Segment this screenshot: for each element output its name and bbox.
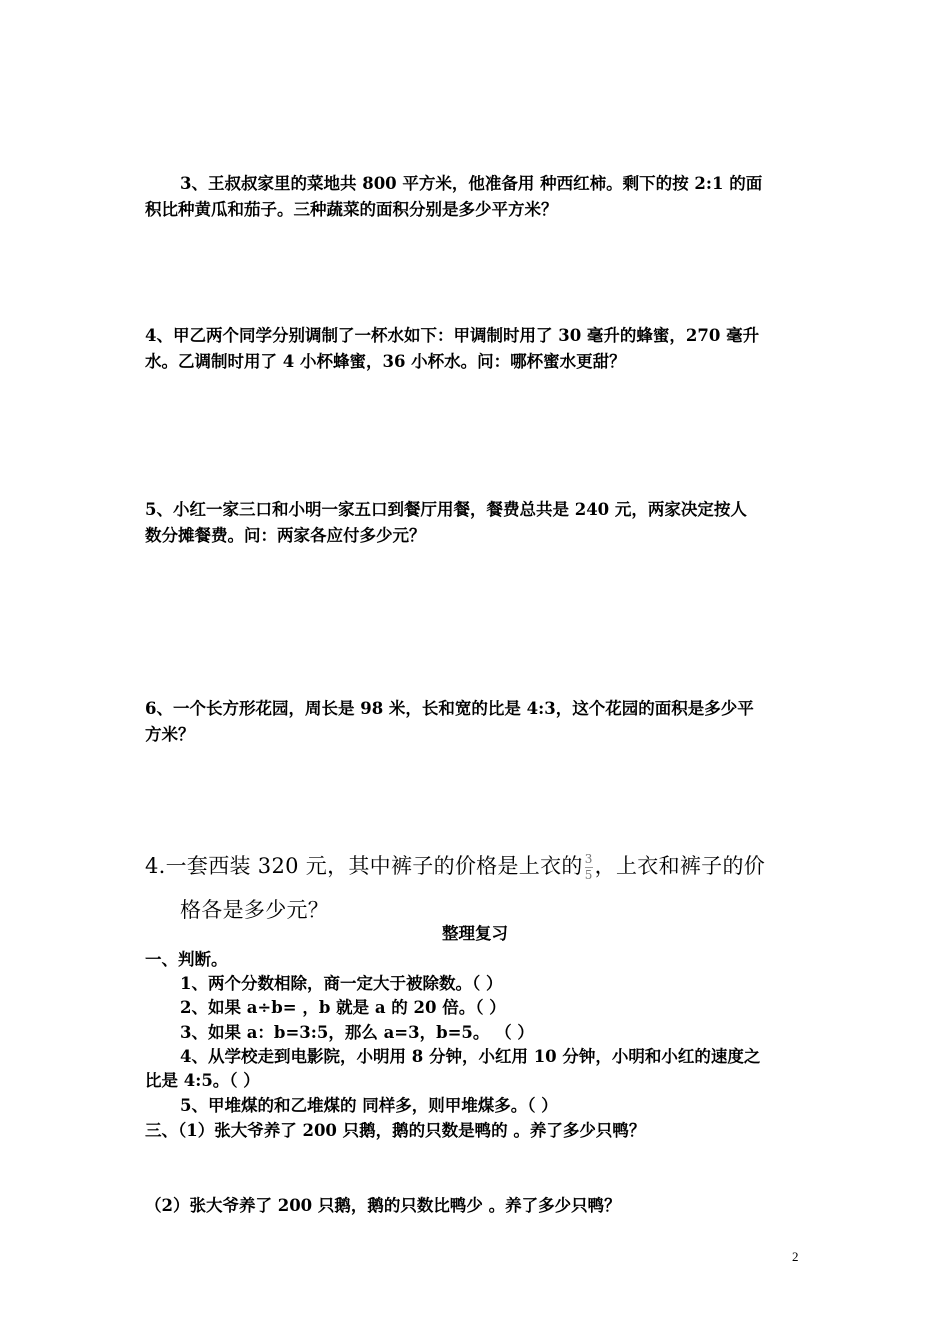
problem-4-line-2: 水。乙调制时用了 4 小杯蜂蜜，36 小杯水。问：哪杯蜜水更甜？ [145, 352, 626, 371]
judge-item-2: 2、如果 a÷b= ，b 就是 a 的 20 倍。（ ） [180, 998, 506, 1017]
problem-6-line-2: 方米？ [145, 725, 195, 744]
fraction-denominator: 5 [584, 868, 593, 882]
review-title: 整理复习 [442, 924, 508, 943]
judge-item-4-line-1: 4、从学校走到电影院，小明用 8 分钟，小红用 10 分钟，小明和小红的速度之 [180, 1047, 761, 1066]
suit-problem-text-before: 4.一套西装 320 元，其中裤子的价格是上衣的 [145, 854, 583, 878]
suit-problem-line-1 [145, 852, 810, 882]
judge-item-3: 3、如果 a：b=3:5，那么 a=3，b=5。 （ ） [180, 1023, 534, 1042]
section-3-question-1: 三、（1）张大爷养了 200 只鹅，鹅的只数是鸭的 。养了多少只鸭？ [145, 1121, 646, 1140]
page-number: 2 [792, 1249, 799, 1264]
judge-item-1: 1、两个分数相除，商一定大于被除数。（ ） [180, 974, 503, 993]
judge-item-4-line-2: 比是 4:5。（ ） [145, 1071, 260, 1090]
problem-4-line-1: 4、甲乙两个同学分别调制了一杯水如下：甲调制时用了 30 毫升的蜂蜜，270 毫升 [145, 326, 760, 345]
problem-5-line-2: 数分摊餐费。问：两家各应付多少元？ [145, 526, 426, 545]
suit-problem-line-2: 格各是多少元？ [180, 898, 330, 922]
judge-heading: 一、判断。 [145, 950, 228, 969]
fraction-numerator: 3 [584, 852, 593, 866]
problem-5-line-1: 5、小红一家三口和小明一家五口到餐厅用餐，餐费总共是 240 元，两家决定按人 [145, 500, 747, 519]
section-3-question-2: （2）张大爷养了 200 只鹅，鹅的只数比鸭少 。养了多少只鸭？ [145, 1196, 621, 1215]
fraction [585, 853, 593, 882]
problem-6-line-1: 6、一个长方形花园，周长是 98 米，长和宽的比是 4:3，这个花园的面积是多少平 [145, 699, 754, 718]
judge-item-5: 5、甲堆煤的和乙堆煤的 同样多，则甲堆煤多。（ ） [180, 1096, 558, 1115]
problem-3-line-2: 积比种黄瓜和茄子。三种蔬菜的面积分别是多少平方米？ [145, 200, 558, 219]
suit-problem-text-after: ，上衣和裤子的价 [594, 854, 766, 878]
problem-3-line-1: 3、王叔叔家里的菜地共 800 平方米，他准备用 种西红柿。剩下的按 2:1 的面 [180, 174, 763, 193]
